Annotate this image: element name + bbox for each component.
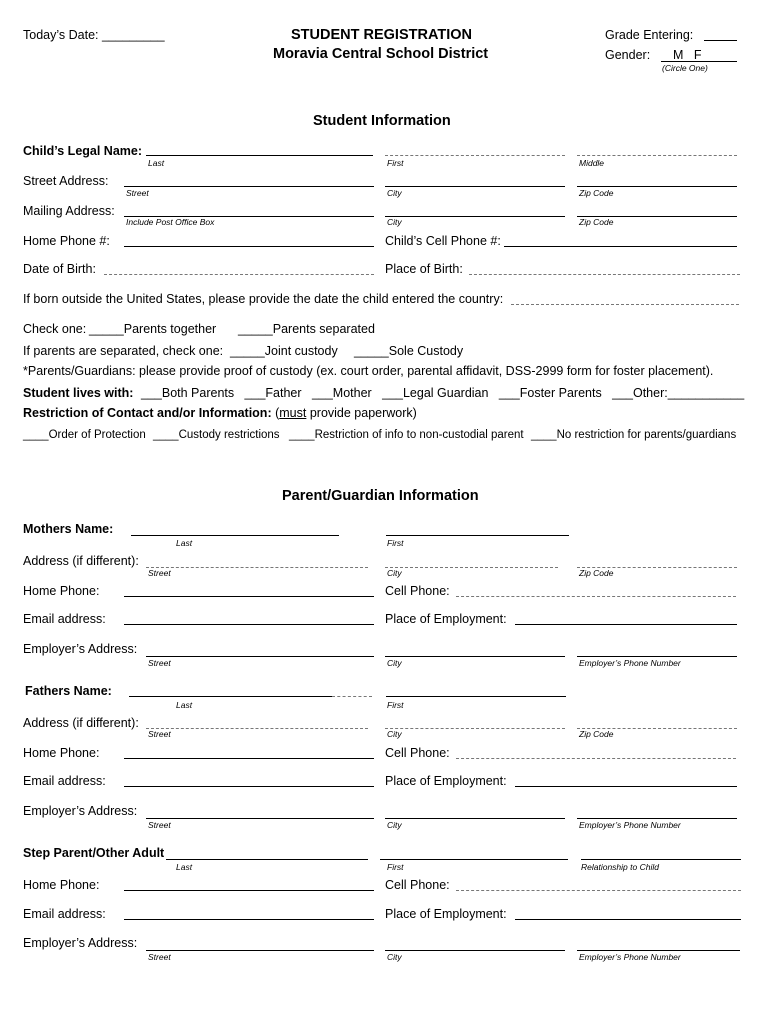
father-employer-address-label: Employer’s Address: [23, 804, 138, 818]
legal-name-first-line[interactable] [385, 155, 565, 156]
mother-employer-phone-line[interactable] [577, 656, 737, 657]
street-address-line[interactable] [124, 186, 374, 187]
mother-city-line[interactable] [385, 567, 558, 568]
caption-city: City [387, 729, 402, 739]
caption-first: First [387, 862, 404, 872]
cell-phone-line[interactable] [504, 246, 737, 247]
caption-last: Last [148, 158, 165, 168]
lives-with-options[interactable]: ___Both Parents ___Father ___Mother ___Legal Guardian ___Foster Parents ___Other:___________ [141, 386, 745, 400]
mother-email-line[interactable] [124, 624, 374, 625]
caption-street: Street [126, 188, 149, 198]
restriction-label: Restriction of Contact and/or Information: [23, 406, 272, 420]
step-home-phone-label: Home Phone: [23, 878, 100, 892]
step-employer-city-line[interactable] [385, 950, 565, 951]
father-street-line[interactable] [146, 728, 368, 729]
father-employment-line[interactable] [515, 786, 737, 787]
father-home-phone-line[interactable] [124, 758, 374, 759]
mother-employer-city-line[interactable] [385, 656, 565, 657]
restriction-row [23, 406, 417, 421]
caption-city: City [387, 658, 402, 668]
joint-custody-option[interactable]: _____Joint custody [230, 344, 338, 358]
step-employer-street-line[interactable] [146, 950, 374, 951]
father-last-line-ext [332, 696, 372, 697]
caption-zip-code: Zip Code [579, 568, 614, 578]
step-parent-last-line[interactable] [166, 859, 368, 860]
mother-cell-phone-line[interactable] [456, 596, 736, 597]
check-one-label: Check one: [23, 322, 87, 336]
step-employment-line[interactable] [515, 919, 741, 920]
caption-zip-code: Zip Code [579, 188, 614, 198]
parents-together-option[interactable]: _____Parents together [89, 322, 217, 336]
caption-city: City [387, 820, 402, 830]
caption-city: City [387, 568, 402, 578]
father-last-line[interactable] [129, 696, 332, 697]
caption-street: Street [148, 820, 171, 830]
step-parent-first-line[interactable] [380, 859, 568, 860]
grade-entering-line[interactable] [704, 40, 737, 41]
father-city-line[interactable] [385, 728, 565, 729]
no-restriction-option[interactable]: ____No restriction for parents/guardians [531, 429, 737, 441]
order-of-protection-option[interactable]: ____Order of Protection [23, 429, 146, 441]
mother-employment-line[interactable] [515, 624, 737, 625]
caption-po-box: Include Post Office Box [126, 217, 215, 227]
mother-email-label: Email address: [23, 612, 106, 626]
parent-section-title: Parent/Guardian Information [282, 488, 479, 504]
mothers-name-label: Mothers Name: [23, 522, 114, 536]
caption-street: Street [148, 952, 171, 962]
mother-last-line[interactable] [131, 535, 339, 536]
caption-employer-phone: Employer’s Phone Number [579, 952, 681, 962]
date-entered-line[interactable] [511, 304, 739, 305]
mailing-city-line[interactable] [385, 216, 565, 217]
father-cell-phone-label: Cell Phone: [385, 746, 450, 760]
district-name: Moravia Central School District [273, 46, 489, 62]
step-email-line[interactable] [124, 919, 374, 920]
caption-street: Street [148, 729, 171, 739]
form-title: STUDENT REGISTRATION [291, 27, 472, 43]
parents-separated-option[interactable]: _____Parents separated [238, 322, 375, 336]
legal-name-middle-line[interactable] [577, 155, 737, 156]
step-employer-phone-line[interactable] [577, 950, 740, 951]
street-city-line[interactable] [385, 186, 565, 187]
step-cell-phone-label: Cell Phone: [385, 878, 450, 892]
gender-line [661, 61, 737, 62]
caption-city: City [387, 217, 402, 227]
caption-employer-phone: Employer’s Phone Number [579, 658, 681, 668]
born-outside-label: If born outside the United States, please provide the date the child entered the country: [23, 292, 504, 306]
custody-restrictions-option[interactable]: ____Custody restrictions [153, 429, 280, 441]
circle-one-caption: (Circle One) [662, 63, 708, 73]
mother-employer-street-line[interactable] [146, 656, 374, 657]
student-section-title: Student Information [313, 113, 451, 129]
caption-last: Last [176, 538, 193, 548]
mother-employer-address-label: Employer’s Address: [23, 642, 138, 656]
grade-entering-label: Grade Entering: [605, 28, 694, 42]
step-cell-phone-line[interactable] [456, 890, 741, 891]
caption-zip-code: Zip Code [579, 729, 614, 739]
step-parent-label: Step Parent/Other Adult [23, 846, 165, 860]
street-address-label: Street Address: [23, 174, 109, 188]
mother-employment-label: Place of Employment: [385, 612, 507, 626]
restriction-info-option[interactable]: ____Restriction of info to non-custodial parent [289, 429, 524, 441]
father-employer-street-line[interactable] [146, 818, 374, 819]
mailing-address-label: Mailing Address: [23, 204, 115, 218]
step-employer-address-label: Employer’s Address: [23, 936, 138, 950]
cell-phone-label: Child’s Cell Phone #: [385, 234, 501, 248]
todays-date-field[interactable]: Today’s Date: _________ [23, 28, 165, 42]
caption-employer-phone: Employer’s Phone Number [579, 820, 681, 830]
father-home-phone-label: Home Phone: [23, 746, 100, 760]
restriction-open: ( [275, 406, 280, 420]
father-address-label: Address (if different): [23, 716, 139, 730]
sole-custody-option[interactable]: _____Sole Custody [354, 344, 464, 358]
dob-label: Date of Birth: [23, 262, 96, 276]
home-phone-label: Home Phone #: [23, 234, 110, 248]
if-separated-label: If parents are separated, check one: [23, 344, 224, 358]
mother-cell-phone-label: Cell Phone: [385, 584, 450, 598]
step-employment-label: Place of Employment: [385, 907, 507, 921]
step-parent-relationship-line[interactable] [581, 859, 741, 860]
caption-first: First [387, 700, 404, 710]
home-phone-line[interactable] [124, 246, 374, 247]
father-employer-phone-line[interactable] [577, 818, 737, 819]
mother-address-label: Address (if different): [23, 554, 139, 568]
gender-options[interactable]: M F [673, 48, 702, 62]
caption-street: Street [148, 658, 171, 668]
street-zip-line[interactable] [577, 186, 737, 187]
father-email-label: Email address: [23, 774, 106, 788]
caption-street: Street [148, 568, 171, 578]
place-of-birth-label: Place of Birth: [385, 262, 463, 276]
legal-name-last-line[interactable] [146, 155, 373, 156]
step-home-phone-line[interactable] [124, 890, 374, 891]
mother-street-line[interactable] [146, 567, 368, 568]
father-first-line[interactable] [386, 696, 566, 697]
caption-zip-code: Zip Code [579, 217, 614, 227]
restriction-rest: provide paperwork) [306, 406, 417, 420]
legal-name-label: Child’s Legal Name: [23, 144, 143, 158]
caption-middle: Middle [579, 158, 605, 168]
father-employment-label: Place of Employment: [385, 774, 507, 788]
dob-line[interactable] [104, 274, 374, 275]
caption-last: Last [176, 862, 193, 872]
father-cell-phone-line[interactable] [456, 758, 736, 759]
gender-label: Gender: [605, 48, 651, 62]
caption-city: City [387, 952, 402, 962]
caption-city: City [387, 188, 402, 198]
step-email-label: Email address: [23, 907, 106, 921]
mother-home-phone-line[interactable] [124, 596, 374, 597]
caption-first: First [387, 538, 404, 548]
caption-last: Last [176, 700, 193, 710]
place-of-birth-line[interactable] [469, 274, 740, 275]
father-email-line[interactable] [124, 786, 374, 787]
lives-with-label: Student lives with: [23, 386, 134, 400]
caption-first: First [387, 158, 404, 168]
father-employer-city-line[interactable] [385, 818, 565, 819]
fathers-name-label: Fathers Name: [25, 684, 112, 698]
caption-relationship: Relationship to Child [581, 862, 659, 872]
mother-first-line[interactable] [386, 535, 569, 536]
restriction-must: must [279, 406, 307, 420]
custody-proof-note: *Parents/Guardians: please provide proof of custody (ex. court order, parental affidavit, DSS-2999 form for foster placement). [23, 364, 714, 378]
mother-home-phone-label: Home Phone: [23, 584, 100, 598]
